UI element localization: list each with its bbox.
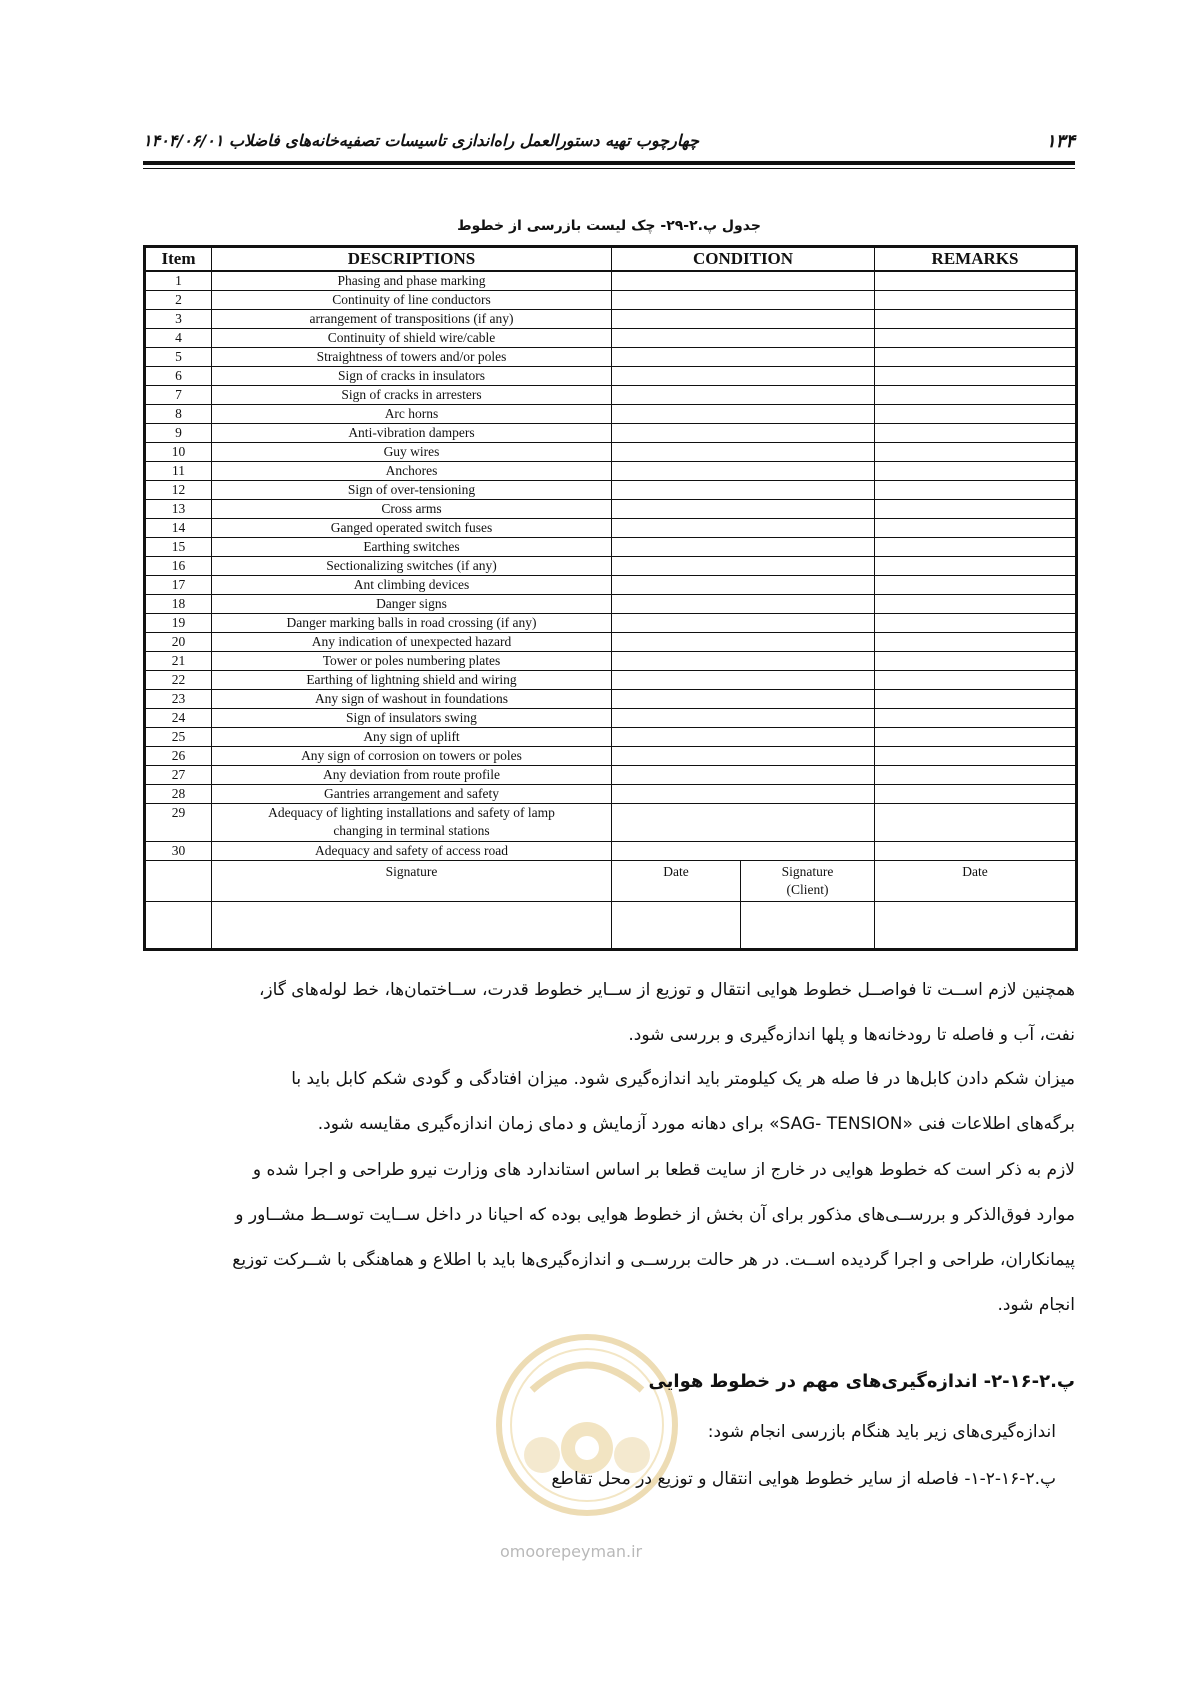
condition-cell [612,652,875,671]
condition-cell [612,386,875,405]
remarks-cell [875,690,1077,709]
description-cell [212,538,612,557]
description-cell [212,519,612,538]
item-number-cell: 6 [145,367,212,386]
item-number-cell: 11 [145,462,212,481]
description-cell [212,785,612,804]
item-number-cell: 27 [145,766,212,785]
description-cell [212,804,612,842]
remarks-cell [875,462,1077,481]
paragraph-line: میزان شکم دادن کابل‌ها در فا صله هر یک کیلومتر باید اندازه‌گیری شود. میزان افتادگی و گودی شکم کابل باید با [291,1069,1075,1089]
remarks-cell [875,652,1077,671]
description-text: Phasing and phase marking [337,273,486,288]
description-text: Any sign of uplift [363,729,460,744]
client-label: (Client) [786,882,829,897]
remarks-cell [875,386,1077,405]
condition-cell [612,538,875,557]
table-row [145,614,1077,633]
remarks-cell [875,519,1077,538]
condition-cell [612,405,875,424]
watermark-url: omoorepeyman.ir [500,1542,643,1561]
paragraph-2 [143,1057,1075,1147]
remarks-cell [875,576,1077,595]
remarks-cell [875,766,1077,785]
item-number-cell: 3 [145,310,212,329]
description-cell [212,443,612,462]
item-number-cell: 24 [145,709,212,728]
description-text: Earthing switches [363,539,460,554]
table-row [145,538,1077,557]
description-text: Gantries arrangement and safety [323,786,500,801]
item-number-cell: 16 [145,557,212,576]
description-text: Anti-vibration dampers [348,425,475,440]
remarks-cell [875,348,1077,367]
header-descriptions: DESCRIPTIONS [212,247,612,272]
description-cell [212,310,612,329]
description-text: Adequacy of lighting installations and safety of lamp [268,805,555,820]
remarks-cell [875,709,1077,728]
table-row [145,709,1077,728]
paragraph-line: انجام شود. [997,1295,1075,1315]
remarks-cell [875,329,1077,348]
header-rule-thick [143,161,1075,165]
table-row [145,576,1077,595]
condition-cell [612,291,875,310]
condition-cell [612,747,875,766]
item-number-cell: 12 [145,481,212,500]
condition-cell [612,500,875,519]
table-row [145,785,1077,804]
description-text: Cross arms [381,501,442,516]
description-cell [212,271,612,291]
description-text: Any sign of washout in foundations [314,691,509,706]
signature-label: Signature [212,861,612,902]
description-text: Continuity of shield wire/cable [327,330,496,345]
remarks-cell [875,785,1077,804]
description-text: Earthing of lightning shield and wiring [306,672,517,687]
paragraph-line: لازم به ذکر است که خطوط هوایی در خارج از سایت قطعا بر اساس استاندارد های وزارت نیرو طراحی و اجرا شده و [252,1160,1075,1180]
subsection-line: پ.۲-۱۶-۲-۱- فاصله از سایر خطوط هوایی انتقال و توزیع در محل تقاطع [551,1469,1056,1489]
fill-cell [145,902,212,950]
remarks-cell [875,481,1077,500]
fill-cell [212,902,612,950]
item-number-cell: 10 [145,443,212,462]
item-number-cell: 18 [145,595,212,614]
table-row [145,367,1077,386]
header-remarks: REMARKS [875,247,1077,272]
item-number-cell: 15 [145,538,212,557]
description-text: Sectionalizing switches (if any) [326,558,497,573]
remarks-cell [875,804,1077,842]
paragraph-1 [143,968,1075,1058]
item-number-cell: 21 [145,652,212,671]
item-number-cell: 25 [145,728,212,747]
table-row [145,310,1077,329]
signature-blank-cell [145,861,212,902]
description-cell [212,557,612,576]
condition-cell [612,728,875,747]
condition-cell [612,443,875,462]
table-row [145,595,1077,614]
paragraph-line: پیمانکاران، طراحی و اجرا گردیده اســت. در هر حالت بررســی و اندازه‌گیری‌ها باید با اطلاع و هماهنگی با شــرکت توزیع [232,1250,1075,1270]
signature-client-cell [741,861,875,902]
condition-cell [612,462,875,481]
table-row [145,557,1077,576]
description-cell [212,671,612,690]
description-cell [212,652,612,671]
header-condition: CONDITION [612,247,875,272]
item-number-cell: 4 [145,329,212,348]
description-text: Sign of over-tensioning [347,482,476,497]
item-number-cell: 29 [145,804,212,842]
description-cell [212,367,612,386]
condition-cell [612,785,875,804]
item-number-cell: 9 [145,424,212,443]
fill-cell [612,902,741,950]
condition-cell [612,557,875,576]
condition-cell [612,310,875,329]
table-row [145,728,1077,747]
table-row [145,633,1077,652]
item-number-cell: 30 [145,842,212,861]
paragraph-line: موارد فوق‌الذکر و بررســی‌های مذکور برای آن بخش از خطوط هوایی بوده که احیانا در داخل ســایت توســط مشــاور و [235,1205,1075,1225]
condition-cell [612,633,875,652]
table-row [145,842,1077,861]
description-text-line2: changing in terminal stations [333,823,490,838]
remarks-cell [875,538,1077,557]
condition-cell [612,348,875,367]
item-number-cell: 7 [145,386,212,405]
item-number-cell: 5 [145,348,212,367]
remarks-cell [875,367,1077,386]
description-cell [212,405,612,424]
table-row [145,671,1077,690]
description-cell [212,348,612,367]
description-text: Ant climbing devices [353,577,470,592]
table-row [145,652,1077,671]
item-number-cell: 22 [145,671,212,690]
table-row [145,271,1077,291]
condition-cell [612,690,875,709]
description-cell [212,424,612,443]
description-text: Any indication of unexpected hazard [311,634,512,649]
condition-cell [612,671,875,690]
remarks-cell [875,842,1077,861]
description-text: Anchores [385,463,438,478]
remarks-cell [875,614,1077,633]
condition-cell [612,576,875,595]
description-text: Danger signs [376,596,447,611]
table-row [145,424,1077,443]
condition-cell [612,329,875,348]
description-cell [212,291,612,310]
table-row [145,386,1077,405]
description-text: Continuity of line conductors [332,292,491,307]
item-number-cell: 19 [145,614,212,633]
condition-cell [612,367,875,386]
description-cell [212,747,612,766]
table-row [145,405,1077,424]
condition-cell [612,614,875,633]
remarks-cell [875,310,1077,329]
item-number-cell: 28 [145,785,212,804]
condition-cell [612,709,875,728]
condition-cell [612,595,875,614]
description-cell [212,633,612,652]
table-caption: جدول پ.۲-۲۹- چک لیست بازرسی از خطوط [457,218,761,234]
description-cell [212,500,612,519]
table-row [145,329,1077,348]
description-text: Adequacy and safety of access road [314,843,509,858]
item-number-cell: 1 [145,271,212,291]
description-text: Sign of cracks in insulators [338,368,485,383]
description-cell [212,709,612,728]
inspection-checklist-table [143,245,1078,951]
fill-cell [875,902,1077,950]
description-cell [212,842,612,861]
intro-line: اندازه‌گیری‌های زیر باید هنگام بازرسی انجام شود: [707,1422,1056,1442]
condition-cell [612,271,875,291]
table-row [145,291,1077,310]
signature-client-label: Signature [781,864,834,879]
item-number-cell: 23 [145,690,212,709]
table-header-row [145,247,1077,272]
item-number-cell: 17 [145,576,212,595]
remarks-cell [875,728,1077,747]
remarks-cell [875,595,1077,614]
description-text: Arc horns [384,406,439,421]
omoorepeyman-logo-watermark [492,1330,682,1520]
page-number: ۱۳۴ [1045,131,1075,152]
table-row [145,443,1077,462]
description-cell [212,690,612,709]
description-cell [212,462,612,481]
table-row [145,348,1077,367]
condition-cell [612,424,875,443]
description-cell [212,329,612,348]
paragraph-3 [143,1148,1075,1328]
description-cell [212,595,612,614]
item-number-cell: 2 [145,291,212,310]
remarks-cell [875,271,1077,291]
paragraph-line: همچنین لازم اســت تا فواصــل خطوط هوایی انتقال و توزیع از ســایر خطوط قدرت، ســاختمان‌ها، خط لوله‌های گاز، [258,980,1075,1000]
date-label-2: Date [875,861,1077,902]
condition-cell [612,804,875,842]
table-row [145,462,1077,481]
signature-row [145,861,1077,902]
header-item: Item [145,247,212,272]
description-text: Danger marking balls in road crossing (if any) [286,615,537,630]
description-text: Sign of insulators swing [346,710,477,725]
paragraph-line: برگه‌های اطلاعات فنی «SAG- TENSION» برای دهانه مورد آزمایش و دمای زمان اندازه‌گیری مقایسه شود. [317,1114,1075,1134]
description-text: Any deviation from route profile [323,767,500,782]
description-text: Straightness of towers and/or poles [316,349,507,364]
item-number-cell: 13 [145,500,212,519]
section-heading: پ.۲-۱۶-۲- اندازه‌گیری‌های مهم در خطوط هوایی [648,1371,1075,1392]
remarks-cell [875,443,1077,462]
description-cell [212,614,612,633]
description-cell [212,728,612,747]
description-text: Tower or poles numbering plates [322,653,501,668]
table-row [145,481,1077,500]
condition-cell [612,766,875,785]
remarks-cell [875,291,1077,310]
table-row [145,804,1077,842]
description-text: Guy wires [383,444,440,459]
remarks-cell [875,557,1077,576]
description-text: Ganged operated switch fuses [330,520,493,535]
signature-fill-row [145,902,1077,950]
item-number-cell: 14 [145,519,212,538]
paragraph-line: نفت، آب و فاصله تا رودخانه‌ها و پلها اندازه‌گیری و بررسی شود. [628,1025,1075,1045]
description-cell [212,386,612,405]
remarks-cell [875,424,1077,443]
page-header [143,128,1075,162]
remarks-cell [875,671,1077,690]
item-number-cell: 20 [145,633,212,652]
condition-cell [612,519,875,538]
description-text: arrangement of transpositions (if any) [309,311,514,326]
description-cell [212,481,612,500]
remarks-cell [875,747,1077,766]
description-cell [212,576,612,595]
condition-cell [612,481,875,500]
fill-cell [741,902,875,950]
item-number-cell: 26 [145,747,212,766]
table-row [145,747,1077,766]
remarks-cell [875,405,1077,424]
date-label: Date [612,861,741,902]
table-row [145,766,1077,785]
condition-cell [612,842,875,861]
remarks-cell [875,633,1077,652]
table-row [145,519,1077,538]
item-number-cell: 8 [145,405,212,424]
remarks-cell [875,500,1077,519]
description-text: Any sign of corrosion on towers or poles [301,748,522,763]
table-row [145,690,1077,709]
description-cell [212,766,612,785]
description-text: Sign of cracks in arresters [341,387,482,402]
table-row [145,500,1077,519]
header-title: چهارچوب تهیه دستورالعمل راه‌اندازی تاسیسات تصفیه‌خانه‌های فاضلاب ۱۴۰۴/۰۶/۰۱ [143,131,700,150]
header-rule-thin [143,168,1075,169]
